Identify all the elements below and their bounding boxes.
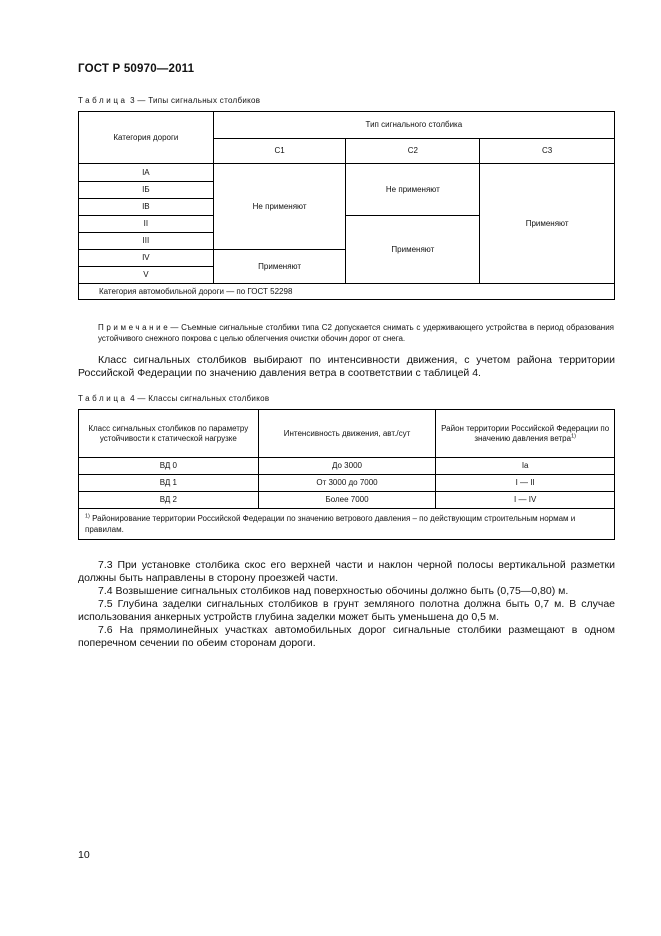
paragraph-class-selection: Класс сигнальных столбиков выбирают по интенсивности движения, с учетом района территории Российской Федерации по значению давления ветра в соответствии с таблицей 4.	[78, 354, 615, 379]
note-label: Примечание	[98, 323, 171, 332]
table3-type-c2: С2	[346, 139, 480, 164]
table4-header-region-sup: 1)	[571, 432, 576, 439]
table4-cell-region: I — IV	[436, 492, 615, 509]
table4-cell-intensity: Более 7000	[258, 492, 436, 509]
paragraph-7-4: 7.4 Возвышение сигнальных столбиков над поверхностью обочины должно быть (0,75—0,80) м.	[98, 585, 569, 597]
table3-cell-c1-applied: Применяют	[213, 250, 346, 284]
table4-cell-region: Ia	[436, 458, 615, 475]
table4	[78, 409, 615, 540]
table3-category: IA	[79, 164, 214, 182]
table3-header-type: Тип сигнального столбика	[213, 112, 614, 139]
table3-category: V	[79, 267, 214, 284]
table4-cell-intensity: До 3000	[258, 458, 436, 475]
table3-cell-c1-not-applied: Не применяют	[213, 164, 346, 250]
paragraph-7-3: 7.3 При установке столбика скос его верхней части и наклон черной полосы вертикальной разметки должны быть направлены в сторону проезжей части.	[78, 559, 615, 584]
table4-cell-intensity: От 3000 до 7000	[258, 475, 436, 492]
document-code: ГОСТ Р 50970—2011	[78, 63, 195, 75]
table3-cell-c2-applied: Применяют	[346, 216, 480, 284]
table3-category: IV	[79, 250, 214, 267]
table3-cell-c3-applied: Применяют	[480, 164, 615, 284]
paragraph-7-5: 7.5 Глубина заделки сигнальных столбиков в грунт земляного полотна должна быть 0,7 м. В случае использования анкерных устройств глубина заделки может быть уменьшена до 0,5 м.	[78, 598, 615, 623]
table3-header-category: Категория дороги	[79, 112, 214, 164]
note-text: — Съемные сигнальные столбики типа С2 допускается снимать с удерживающего устройства в период образования устойчивого снежного покрова с целью облегчения очистки обочин дорог от снега.	[98, 323, 614, 343]
table4-caption-text: 4 — Классы сигнальных столбиков	[127, 394, 270, 403]
paragraph-7-6: 7.6 На прямолинейных участках автомобильных дорог сигнальные столбики размещают в одном поперечном сечении по обеим сторонам дороги.	[78, 624, 615, 649]
table4-header-region	[436, 410, 615, 458]
table4-cell-class: ВД 0	[79, 458, 259, 475]
table3	[78, 111, 615, 300]
table4-header-class: Класс сигнальных столбиков по параметру устойчивости к статической нагрузке	[79, 410, 259, 458]
table4-header-region-text: Район территории Российской Федерации по значению давления ветра	[441, 423, 610, 443]
table4-header-intensity: Интенсивность движения, авт./сут	[258, 410, 436, 458]
table3-caption-word: Таблица	[78, 96, 128, 105]
table3-cell-c2-not-applied: Не применяют	[346, 164, 480, 216]
table4-cell-region: I — II	[436, 475, 615, 492]
table4-cell-class: ВД 1	[79, 475, 259, 492]
table4-caption-word: Таблица	[78, 394, 128, 403]
table4-cell-class: ВД 2	[79, 492, 259, 509]
table3-type-c3: С3	[480, 139, 615, 164]
table4-footnote-sup: 1)	[85, 513, 90, 520]
page-number: 10	[78, 849, 90, 861]
table3-footnote: Категория автомобильной дороги — по ГОСТ 52298	[79, 284, 615, 300]
table3-category: IB	[79, 199, 214, 216]
table3-type-c1: С1	[213, 139, 346, 164]
table4-footnote-text: Районирование территории Российской Федерации по значению ветрового давления – по действующим строительным нормам и правилам.	[85, 514, 576, 534]
table4-footnote	[79, 509, 615, 540]
table3-category: III	[79, 233, 214, 250]
table3-category: II	[79, 216, 214, 233]
table3-category: IБ	[79, 182, 214, 199]
table3-caption	[78, 96, 260, 105]
table3-caption-text: 3 — Типы сигнальных столбиков	[127, 96, 261, 105]
table4-caption	[78, 394, 269, 403]
table3-note	[98, 322, 614, 344]
